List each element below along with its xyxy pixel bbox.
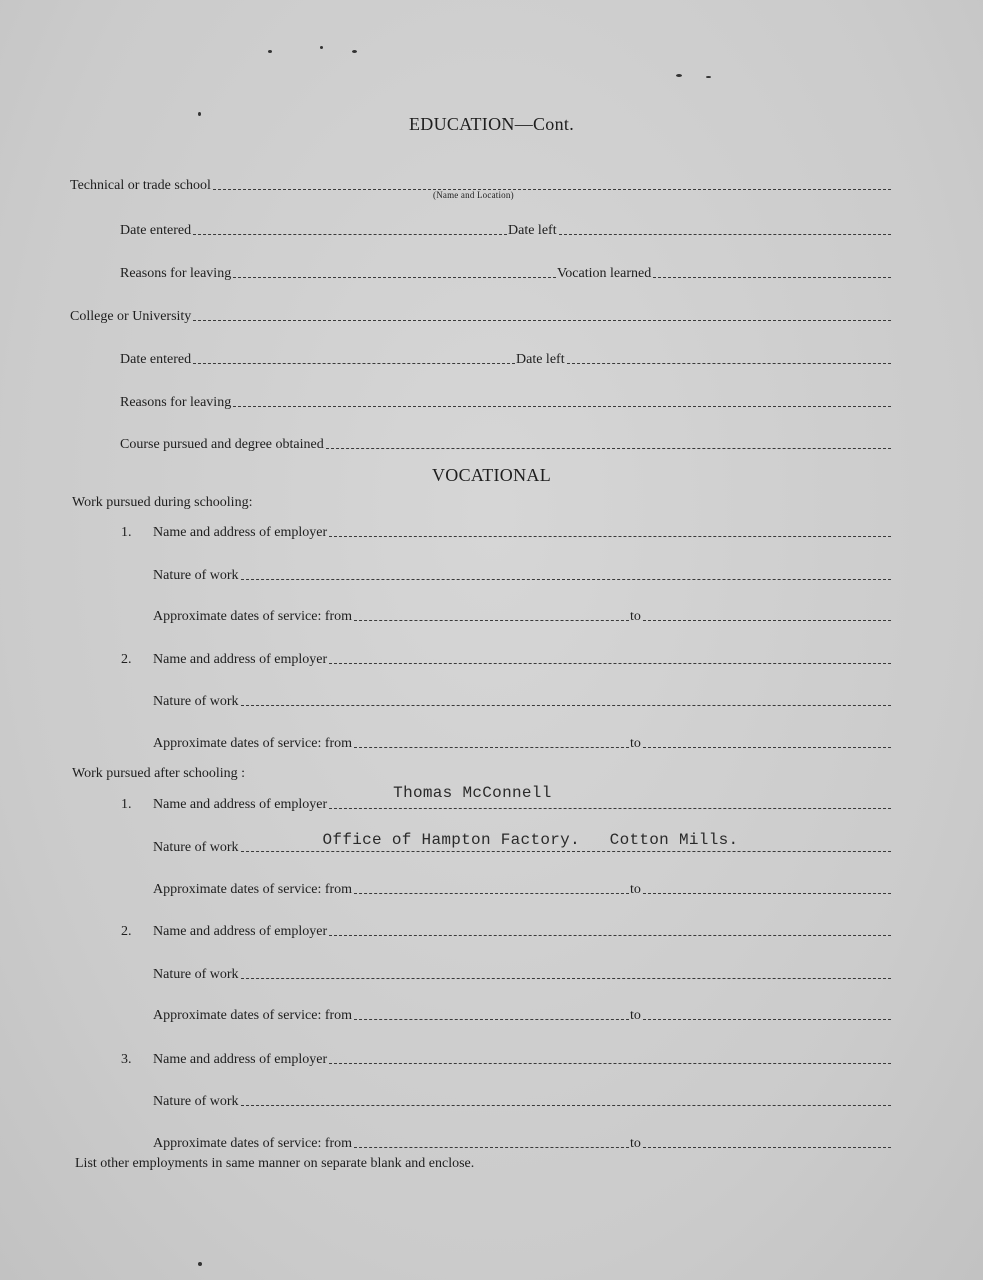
tech-reasons-label: Reasons for leaving — [120, 266, 232, 281]
after-2-nature-line — [153, 959, 892, 983]
after-2-dates-line — [153, 1000, 892, 1024]
during-1-nature-label: Nature of work — [153, 568, 239, 583]
after-1-dates-line — [153, 874, 892, 898]
col-reasons-field[interactable] — [233, 388, 891, 407]
col-course-label: Course pursued and degree obtained — [120, 437, 324, 452]
after-3-nature-line — [153, 1086, 892, 1110]
col-date-left-label: Date left — [516, 352, 565, 367]
after-2-employer-line — [121, 916, 892, 940]
after-2-employer-label: Name and address of employer — [153, 924, 328, 939]
during-2-from-field[interactable] — [354, 729, 629, 748]
after-3-nature-field[interactable] — [241, 1087, 891, 1106]
during-1-to-label: to — [630, 609, 641, 624]
after-1-employer-field[interactable] — [329, 784, 891, 809]
during-1-employer-line — [121, 517, 892, 541]
during-1-num: 1. — [121, 525, 132, 540]
after-1-nature-value: Office of Hampton Factory. Cotton Mills. — [322, 831, 739, 849]
tech-date-entered-label: Date entered — [120, 223, 192, 238]
ink-speck — [268, 50, 272, 53]
during-schooling-label: Work pursued during schooling: — [72, 495, 253, 510]
tech-date-entered-field[interactable] — [193, 216, 507, 235]
after-3-to-label: to — [630, 1136, 641, 1151]
after-3-num: 3. — [121, 1052, 132, 1067]
col-date-left-field[interactable] — [567, 345, 891, 364]
after-2-employer-field[interactable] — [329, 917, 891, 936]
during-2-to-field[interactable] — [643, 729, 891, 748]
technical-school-caption: (Name and Location) — [433, 190, 514, 200]
during-2-nature-label: Nature of work — [153, 694, 239, 709]
education-heading: EDUCATION—Cont. — [409, 114, 574, 134]
tech-reasons-field[interactable] — [233, 259, 556, 278]
after-1-nature-line — [153, 832, 892, 856]
after-3-nature-label: Nature of work — [153, 1094, 239, 1109]
during-2-num: 2. — [121, 652, 132, 667]
technical-school-field[interactable] — [213, 171, 891, 190]
after-2-from-field[interactable] — [354, 1001, 629, 1020]
tech-date-left-label: Date left — [508, 223, 557, 238]
tech-dates-line — [120, 215, 892, 239]
tech-date-left-field[interactable] — [559, 216, 891, 235]
college-reasons-line — [120, 387, 892, 411]
vocational-heading: VOCATIONAL — [432, 465, 551, 485]
after-2-nature-label: Nature of work — [153, 967, 239, 982]
tech-vocation-field[interactable] — [653, 259, 891, 278]
during-1-nature-field[interactable] — [241, 561, 891, 580]
col-date-entered-label: Date entered — [120, 352, 192, 367]
during-1-to-field[interactable] — [643, 602, 891, 621]
footer-instruction: List other employments in same manner on separate blank and enclose. — [75, 1156, 475, 1171]
after-1-to-field[interactable] — [643, 875, 891, 894]
after-1-employer-value: Thomas McConnell — [393, 784, 552, 802]
bleed-through-text — [600, 490, 609, 507]
after-1-nature-field[interactable] — [241, 833, 891, 852]
college-course-line — [120, 429, 892, 453]
during-2-nature-line — [153, 686, 892, 710]
during-1-employer-label: Name and address of employer — [153, 525, 328, 540]
during-2-employer-line — [121, 644, 892, 668]
during-2-from-label: Approximate dates of service: from — [153, 736, 353, 751]
during-2-nature-field[interactable] — [241, 687, 891, 706]
col-course-field[interactable] — [326, 430, 891, 449]
during-1-nature-line — [153, 560, 892, 584]
after-3-dates-line — [153, 1128, 892, 1152]
col-date-entered-field[interactable] — [193, 345, 515, 364]
after-1-employer-line — [121, 784, 892, 813]
after-2-nature-field[interactable] — [241, 960, 891, 979]
after-2-from-label: Approximate dates of service: from — [153, 1008, 353, 1023]
ink-speck — [320, 46, 323, 49]
after-3-from-label: Approximate dates of service: from — [153, 1136, 353, 1151]
college-dates-line — [120, 344, 892, 368]
after-1-num: 1. — [121, 797, 132, 812]
after-3-from-field[interactable] — [354, 1129, 629, 1148]
after-2-num: 2. — [121, 924, 132, 939]
during-1-employer-field[interactable] — [329, 518, 891, 537]
after-3-employer-label: Name and address of employer — [153, 1052, 328, 1067]
col-reasons-label: Reasons for leaving — [120, 395, 232, 410]
after-3-employer-line — [121, 1044, 892, 1068]
college-line — [70, 301, 892, 325]
during-2-employer-label: Name and address of employer — [153, 652, 328, 667]
ink-speck — [352, 50, 357, 53]
ink-speck — [198, 1262, 202, 1266]
after-3-to-field[interactable] — [643, 1129, 891, 1148]
during-1-dates-line — [153, 601, 892, 625]
ink-speck — [676, 74, 682, 77]
during-2-dates-line — [153, 728, 892, 752]
after-1-from-field[interactable] — [354, 875, 629, 894]
during-2-to-label: to — [630, 736, 641, 751]
after-1-nature-label: Nature of work — [153, 840, 239, 855]
during-1-from-field[interactable] — [354, 602, 629, 621]
during-2-employer-field[interactable] — [329, 645, 891, 664]
after-3-employer-field[interactable] — [329, 1045, 891, 1064]
tech-reasons-line — [120, 258, 892, 282]
after-1-from-label: Approximate dates of service: from — [153, 882, 353, 897]
ink-speck — [706, 76, 711, 78]
after-1-employer-label: Name and address of employer — [153, 797, 328, 812]
college-label: College or University — [70, 309, 192, 324]
tech-vocation-label: Vocation learned — [557, 266, 652, 281]
college-field[interactable] — [193, 302, 891, 321]
after-schooling-label: Work pursued after schooling : — [72, 766, 246, 781]
after-2-to-label: to — [630, 1008, 641, 1023]
after-2-to-field[interactable] — [643, 1001, 891, 1020]
after-1-to-label: to — [630, 882, 641, 897]
technical-school-label: Technical or trade school — [70, 178, 211, 193]
during-1-from-label: Approximate dates of service: from — [153, 609, 353, 624]
